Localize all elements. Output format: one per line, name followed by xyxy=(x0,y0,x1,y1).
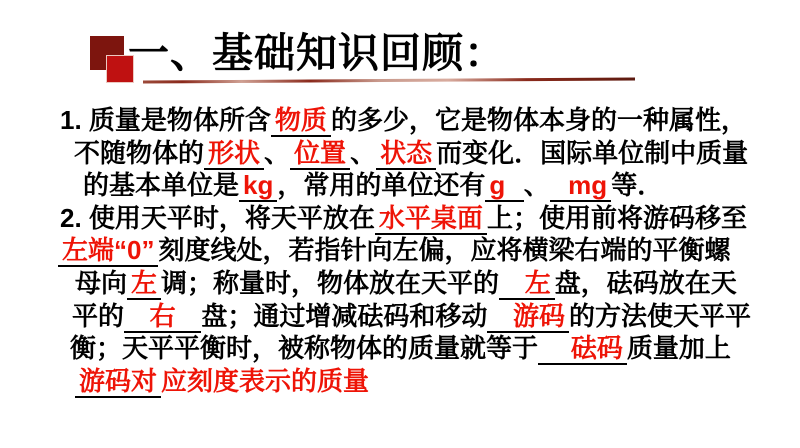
answer-blank: 位置 xyxy=(290,138,350,170)
text-run: 而变化．国际单位制中质量 xyxy=(436,137,749,168)
text-line xyxy=(75,365,798,398)
text-run: 等． xyxy=(611,170,664,201)
answer-blank: 砝码 xyxy=(538,333,627,365)
answer-blank: 物质 xyxy=(271,105,331,137)
answer-blank: 游码 xyxy=(487,301,569,333)
answer-blank: 游码对 xyxy=(75,366,161,398)
text-line xyxy=(70,332,798,365)
text-line xyxy=(83,169,798,202)
text-run: 、 xyxy=(264,137,291,168)
text-run: 2. 使用天平时，将天平放在 xyxy=(60,202,375,233)
text-run: 盘；通过增减砝码和移动 xyxy=(201,300,488,331)
answer-text: 应刻度表示的质量 xyxy=(161,365,370,396)
text-line xyxy=(74,137,798,170)
text-run: 1. 质量是物体所含 xyxy=(60,105,271,135)
text-run: 的方法使天平平 xyxy=(569,300,752,331)
answer-blank: 左端“0” xyxy=(58,235,158,267)
answer-blank: 状态 xyxy=(376,138,436,170)
text-run: 、 xyxy=(523,170,550,201)
text-run: 质量加上 xyxy=(626,333,731,364)
title-underline-rule xyxy=(143,77,635,83)
answer-blank: kg xyxy=(239,170,277,202)
answer-blank: 水平桌面 xyxy=(375,203,487,235)
answer-blank: 右 xyxy=(124,301,201,333)
text-line xyxy=(60,202,798,235)
text-run: 的多少，它是物体本身的一种属性， xyxy=(330,105,747,135)
text-run: ，常用的单位还有 xyxy=(277,170,486,201)
text-run: 的基本单位是 xyxy=(83,170,240,201)
text-line xyxy=(58,234,798,267)
text-run: 、 xyxy=(350,137,377,168)
answer-blank: g xyxy=(485,170,523,202)
page-title: 一、基础知识回顾： xyxy=(128,30,506,76)
text-line xyxy=(60,104,798,137)
text-run: 刻度线处，若指针向左偏，应将横梁右端的平衡螺 xyxy=(158,235,731,266)
slide-body-text xyxy=(58,104,798,397)
text-run: 上；使用前将游码移至 xyxy=(486,202,747,233)
answer-blank: mg xyxy=(550,170,611,202)
text-run: 不随物体的 xyxy=(74,137,205,168)
answer-blank: 左 xyxy=(127,268,161,300)
text-run: 盘，砝码放在天 xyxy=(554,267,737,298)
text-line xyxy=(72,300,798,333)
answer-blank: 形状 xyxy=(204,138,264,170)
text-run: 平的 xyxy=(72,300,125,331)
answer-blank: 左 xyxy=(499,268,555,300)
text-line xyxy=(75,267,798,300)
text-run: 母向 xyxy=(75,267,128,298)
text-run: 调；称量时，物体放在天平的 xyxy=(161,267,500,298)
text-run: 衡；天平平衡时，被称物体的质量就等于 xyxy=(70,333,539,364)
